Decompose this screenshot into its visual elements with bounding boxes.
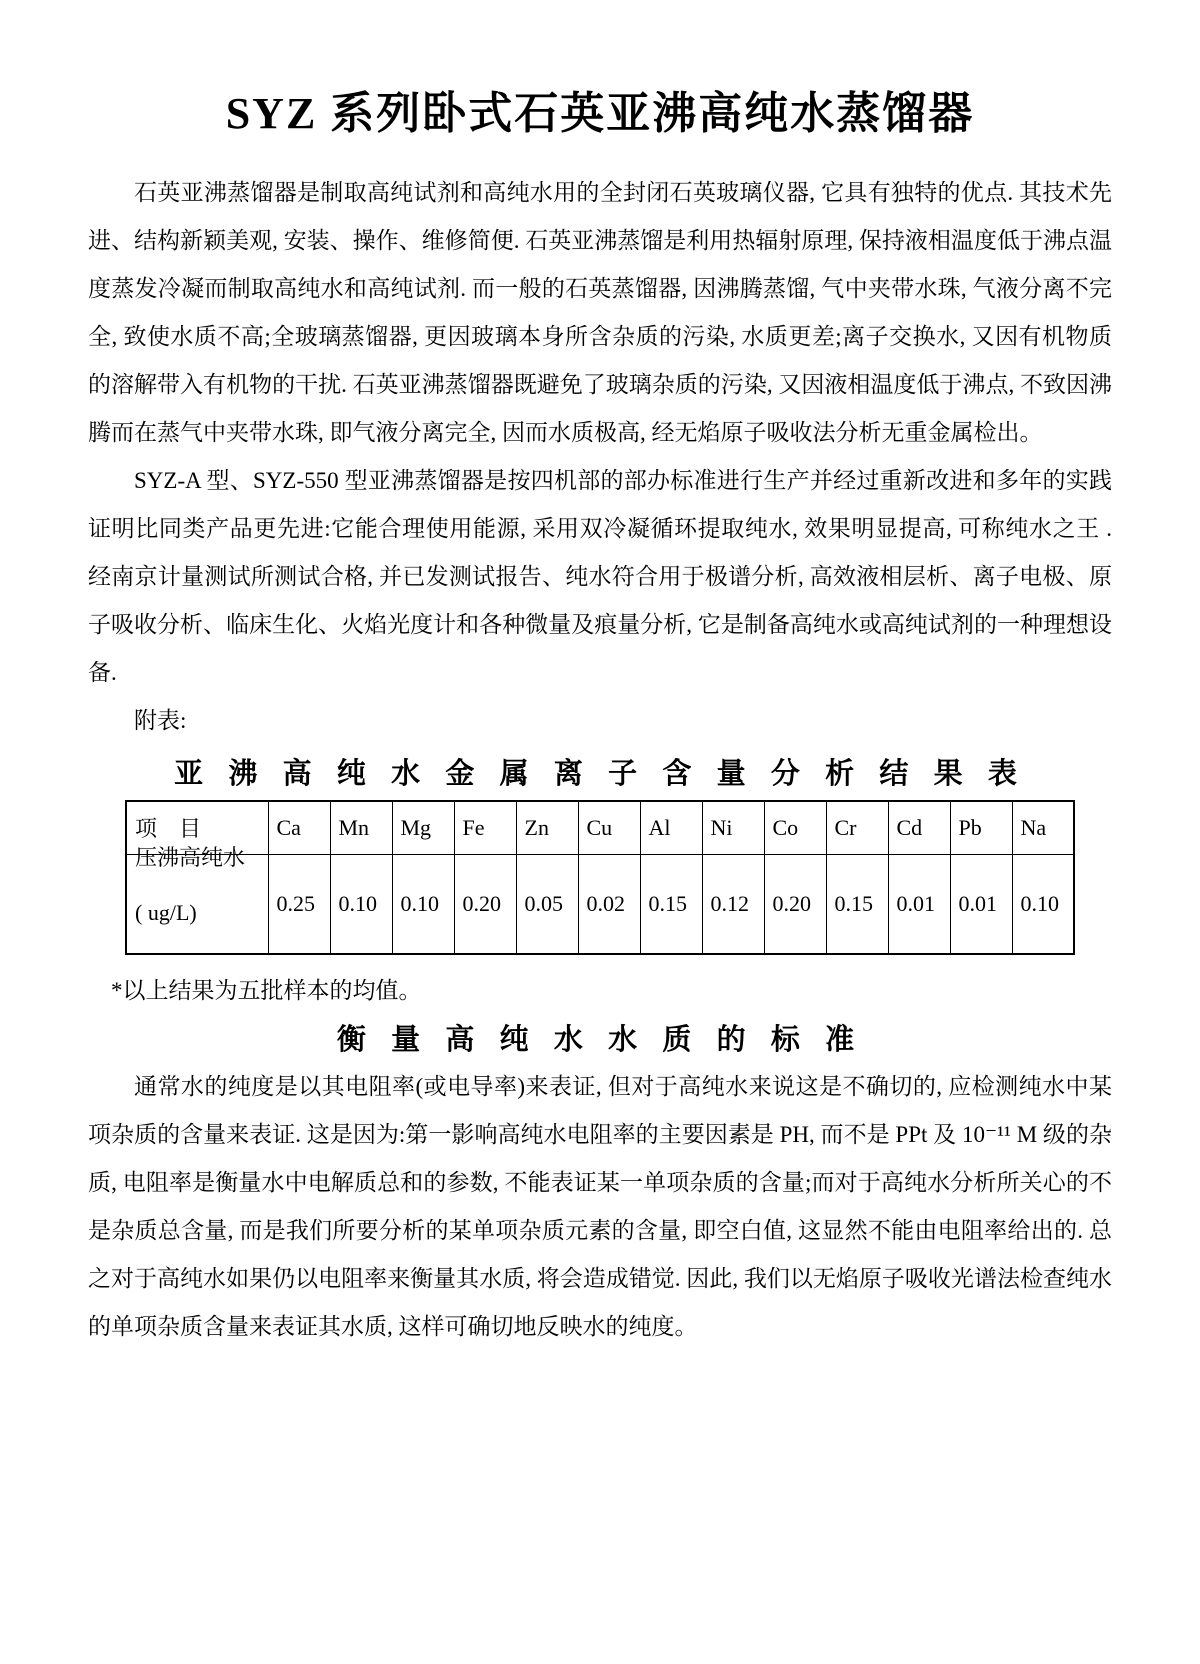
paragraph-water-quality: 通常水的纯度是以其电阻率(或电导率)来表证, 但对于高纯水来说这是不确切的, 应检测纯水中某项杂质的含量来表证. 这是因为:第一影响高纯水电阻率的主要因素是 PH, 而不是 PPt 及 10⁻¹¹ M 级的杂质, 电阻率是衡量水中电解质总和的参数, 不能表证某一单项杂质的含量;而对于高纯水分析所关心的不是杂质总含量, 而是我们所要分析的某单项杂质元素的含量, 即空白值, 这显然不能由电阻率给出的. 总之对于高纯水如果仍以电阻率来衡量其水质, 将会造成错觉. 因此, 我们以无焰原子吸收光谱法检查纯水的单项杂质含量来表证其水质, 这样可确切地反映水的纯度。 — [88, 1074, 1112, 1340]
paragraph-intro: 石英亚沸蒸馏器是制取高纯试剂和高纯水用的全封闭石英玻璃仪器, 它具有独特的优点. 其技术先进、结构新颖美观, 安装、操作、维修简便. 石英亚沸蒸馏是利用热辐射原理, 保持液相温度低于沸点温度蒸发冷凝而制取高纯水和高纯试剂. 而一般的石英蒸馏器, 因沸腾蒸馏, 气中夹带水珠, 气液分离不完全, 致使水质不高;全玻璃蒸馏器, 更因玻璃本身所含杂质的污染, 水质更差;离子交换水, 又因有机物质的溶解带入有机物的干扰. 石英亚沸蒸馏器既避免了玻璃杂质的污染, 又因液相温度低于沸点, 不致因沸腾而在蒸气中夹带水珠, 即气液分离完全, 因而水质极高, 经无焰原子吸收法分析无重金属检出。 — [88, 179, 1112, 445]
column-header: Fe — [454, 801, 516, 855]
column-header: Mg — [392, 801, 454, 855]
column-header: Ni — [702, 801, 764, 855]
row-label-cell — [126, 845, 268, 954]
paragraph-models: SYZ-A 型、SYZ-550 型亚沸蒸馏器是按四机部的部办标准进行生产并经过重新改进和多年的实践证明比同类产品更先进:它能合理使用能源, 采用双冷凝循环提取纯水, 效果明显提高, 可称纯水之王 . 经南京计量测试所测试合格, 并已发测试报告、纯水符合用于极谱分析, 高效液相层析、离子电极、原子吸收分析、临床生化、火焰光度计和各种微量及痕量分析, 它是制备高纯水或高纯试剂的一种理想设备. — [88, 467, 1112, 685]
value-cell: 0.12 — [702, 854, 764, 954]
value-cell: 0.10 — [330, 854, 392, 954]
column-header: Cr — [826, 801, 888, 855]
value-cell: 0.15 — [640, 854, 702, 954]
column-header: Na — [1012, 801, 1074, 855]
value-cell: 0.10 — [392, 854, 454, 954]
column-header: Al — [640, 801, 702, 855]
value-cell: 0.05 — [516, 854, 578, 954]
value-cell: 0.10 — [1012, 854, 1074, 954]
value-cell: 0.01 — [888, 854, 950, 954]
table-data-row — [126, 854, 1074, 954]
column-header: Cu — [578, 801, 640, 855]
attachment-label: 附表: — [134, 707, 187, 733]
table-footnote: *以上结果为五批样本的均值。 — [111, 977, 422, 1003]
value-cell: 0.02 — [578, 854, 640, 954]
column-header: Pb — [950, 801, 1012, 855]
column-header: Cd — [888, 801, 950, 855]
value-cell: 0.20 — [764, 854, 826, 954]
table-header-row — [126, 801, 1074, 855]
document-title: SYZ 系列卧式石英亚沸高纯水蒸馏器 — [225, 89, 975, 138]
row-label-name: 压沸高纯水 — [135, 845, 246, 871]
column-header: Zn — [516, 801, 578, 855]
row-label-unit: ( ug/L) — [135, 900, 197, 926]
value-cell: 0.25 — [268, 854, 330, 954]
section-heading: 衡 量 高 纯 水 水 质 的 标 准 — [336, 1023, 864, 1056]
value-cell: 0.01 — [950, 854, 1012, 954]
value-cell: 0.20 — [454, 854, 516, 954]
column-header: Ca — [268, 801, 330, 855]
ion-analysis-table — [125, 800, 1075, 955]
value-cell: 0.15 — [826, 854, 888, 954]
column-header: Co — [764, 801, 826, 855]
table-title: 亚 沸 高 纯 水 金 属 离 子 含 量 分 析 结 果 表 — [174, 757, 1026, 790]
item-header-cell: 项 目 — [126, 801, 268, 855]
column-header: Mn — [330, 801, 392, 855]
